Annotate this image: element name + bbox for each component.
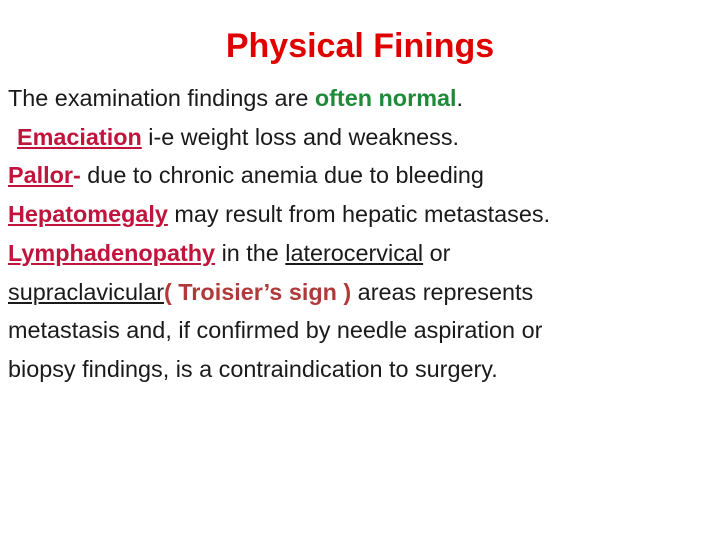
slide-body [8,79,708,389]
supraclavicular-term: supraclavicular [8,278,165,305]
line6-text: areas represents [351,278,534,305]
line2-text: i-e weight loss and weakness. [141,123,460,150]
pallor-dash: - [73,162,81,189]
body-line-7: metastasis and, if confirmed by needle aspiration or [8,317,543,344]
lymphadenopathy-term: Lymphadenopathy [8,239,216,266]
slide-title: Physical Finings [225,27,495,65]
troisier-sign: ( Troisier’s sign ) [164,278,352,305]
line5-text-b: or [423,239,451,266]
body-line-4 [8,195,708,234]
line4-text: may result from hepatic metastases. [167,201,551,228]
line3-text: due to chronic anemia due to bleeding [80,162,484,189]
body-line-3 [8,156,708,195]
line5-text-a: in the [215,239,286,266]
body-line-6 [8,273,708,312]
body-line-5 [8,234,708,273]
often-normal-highlight: often normal [314,85,457,111]
body-line-2 [8,118,708,157]
line1-period: . [456,85,464,111]
pallor-term: Pallor [8,162,73,189]
emaciation-term: Emaciation [17,123,142,150]
laterocervical-term: laterocervical [285,239,424,266]
line1-text: The examination findings are [8,85,315,111]
body-line-1 [8,79,708,118]
hepatomegaly-term: Hepatomegaly [8,201,168,228]
body-line-8: biopsy findings, is a contraindication to surgery. [8,355,498,382]
